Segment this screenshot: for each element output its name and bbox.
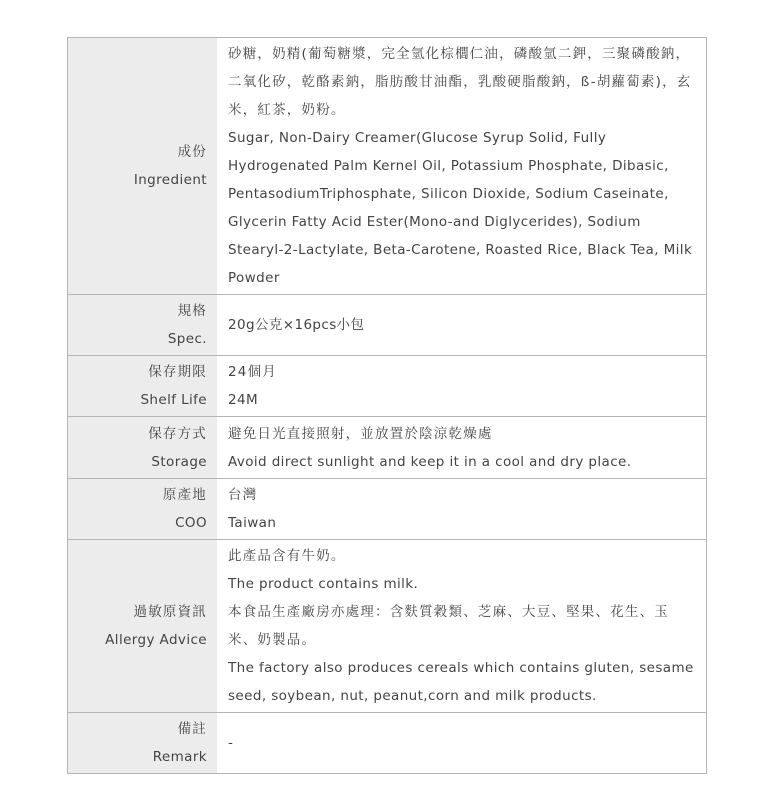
ingredient-zh-text: 砂糖，奶精(葡萄糖漿，完全氫化棕櫚仁油，磷酸氫二鉀，三聚磷酸鈉，二氧化矽，乾酪素鈉，脂肪酸甘油酯，乳酸硬脂酸鈉，ß-胡蘿蔔素)，玄米，紅茶，奶粉。	[228, 46, 692, 118]
spec-row-ingredient	[68, 38, 706, 294]
allergy-en-text-2: The factory also produces cereals which contains gluten, sesame seed, soybean, nut, peanut,corn and milk products.	[228, 660, 694, 704]
row-label	[68, 356, 217, 416]
label-zh: 保存期限	[148, 364, 207, 380]
label-en: Spec.	[167, 331, 207, 347]
spec-row-remark	[68, 712, 706, 773]
row-label	[68, 417, 217, 478]
shelf-life-zh-text: 24個月	[228, 364, 277, 380]
remark-text: -	[228, 735, 234, 751]
label-en: Remark	[152, 749, 207, 765]
row-value	[217, 479, 706, 539]
coo-zh-text: 台灣	[228, 487, 258, 503]
allergy-zh-text-2: 本食品生產廠房亦處理：含麩質穀類、芝麻、大豆、堅果、花生、玉米、奶製品。	[228, 604, 669, 648]
row-label	[68, 540, 217, 712]
spec-text: 20g公克×16pcs小包	[228, 317, 365, 333]
spec-row-shelf-life	[68, 355, 706, 416]
spec-row-allergy	[68, 539, 706, 712]
row-value	[217, 540, 706, 712]
row-value	[217, 356, 706, 416]
label-en: Shelf Life	[140, 392, 207, 408]
label-en: COO	[175, 515, 207, 531]
label-zh: 備註	[177, 721, 207, 737]
allergy-en-text-1: The product contains milk.	[228, 576, 419, 592]
coo-en-text: Taiwan	[228, 515, 277, 531]
row-label	[68, 479, 217, 539]
allergy-zh-text-1: 此產品含有牛奶。	[228, 548, 346, 564]
label-zh: 保存方式	[148, 425, 207, 442]
shelf-life-en-text: 24M	[228, 392, 259, 408]
row-value	[217, 38, 706, 294]
storage-zh-text: 避免日光直接照射，並放置於陰涼乾燥處	[228, 425, 493, 442]
product-spec-table	[67, 37, 707, 774]
spec-row-storage	[68, 416, 706, 478]
row-value	[217, 713, 706, 773]
label-zh: 成份	[177, 144, 207, 160]
spec-row-spec	[68, 294, 706, 355]
ingredient-en-text: Sugar, Non-Dairy Creamer(Glucose Syrup Solid, Fully Hydrogenated Palm Kernel Oil, Potassium Phosphate, Dibasic, PentasodiumTriphosphate, Silicon Dioxide, Sodium Caseinate, Glycerin Fatty Acid Ester(Mono-and Diglycerides), Sodium Stearyl-2-Lactylate, Beta-Carotene, Roasted Rice, Black Tea, Milk Powder	[228, 130, 693, 286]
row-value	[217, 295, 706, 355]
label-zh: 過敏原資訊	[133, 604, 207, 620]
row-label	[68, 295, 217, 355]
row-label	[68, 713, 217, 773]
label-en: Allergy Advice	[105, 632, 207, 648]
label-en: Storage	[151, 453, 207, 470]
row-label	[68, 38, 217, 294]
label-zh: 原產地	[162, 487, 207, 503]
label-en: Ingredient	[133, 172, 207, 188]
spec-row-coo	[68, 478, 706, 539]
storage-en-text: Avoid direct sunlight and keep it in a cool and dry place.	[228, 453, 632, 470]
row-value	[217, 417, 706, 478]
label-zh: 規格	[177, 303, 207, 319]
